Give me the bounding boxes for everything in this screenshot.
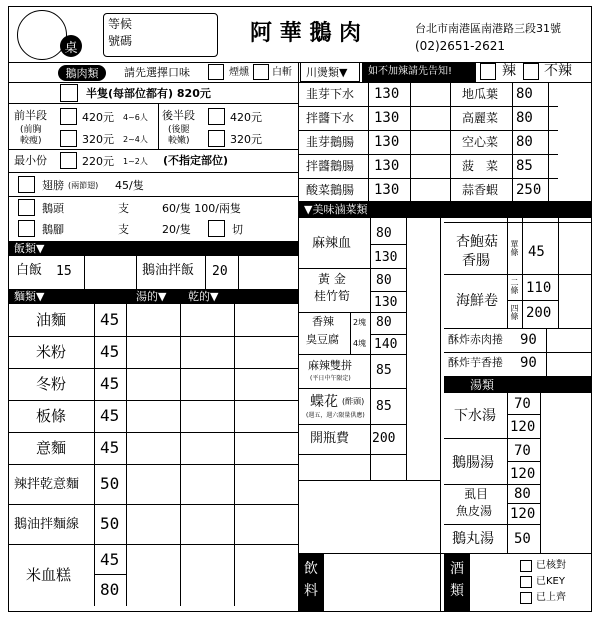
rice-div-3 (205, 256, 206, 289)
noodle-row-line (8, 400, 298, 401)
rice-title: 飯類▼ (14, 242, 45, 255)
noodle-price: 45 (100, 438, 120, 457)
braised-r-line-1 (444, 222, 592, 223)
checked-label: 已核對 (536, 560, 566, 571)
tofu-1: 香辣 (312, 315, 334, 328)
tofu-qty-col (350, 312, 351, 354)
blanched-col-line (368, 82, 369, 202)
noodle-row-line (8, 336, 298, 337)
not-spicy-label: 不辣 (544, 63, 572, 79)
shop-name: 阿 華 鵝 肉 (250, 20, 361, 46)
front-half-label: 前半段 (14, 109, 47, 122)
wings-line (8, 196, 298, 197)
soups-col-1 (507, 393, 508, 553)
shop-address: 台北市南港區南港路三段31號 (415, 22, 561, 35)
mala-p2: 130 (374, 250, 398, 265)
blanched-left-name: 韭芽鵝腸 (306, 135, 355, 149)
blanched-right-name: 高麗菜 (462, 111, 499, 125)
wings-price: 45/隻 (115, 179, 144, 192)
keyed-checkbox[interactable] (520, 576, 532, 588)
double-note: (平日中午限定) (310, 375, 351, 382)
cut-label: 切 (232, 223, 243, 236)
spicy-label: 辣 (502, 63, 516, 79)
double-price: 85 (376, 363, 392, 378)
soups-line-3 (507, 461, 540, 462)
blanched-row-line (298, 106, 558, 107)
blanched-notice: 如不加辣請先告知! (368, 66, 453, 77)
blanched-col-line (450, 82, 451, 202)
blanched-left-name: 拌醬下水 (306, 111, 355, 125)
back-half-sub1: (後腿 (168, 125, 190, 135)
waiting-label-2: 號碼 (108, 34, 133, 48)
blanched-left-name: 拌醬鵝腸 (306, 159, 355, 173)
four-rolls: 四條 (510, 304, 519, 320)
noodle-row-line (8, 432, 298, 433)
braised-l-line-8 (298, 424, 406, 425)
intestine-soup: 鵝腸湯 (452, 455, 494, 471)
offal-p1: 70 (514, 396, 531, 412)
soups-line-2 (444, 438, 540, 439)
goose-oil-rice-price: 20 (212, 264, 228, 279)
front-420-checkbox[interactable] (60, 108, 77, 125)
ball-price: 50 (514, 531, 531, 547)
braised-r-line-3 (507, 300, 558, 301)
mushroom-2: 香腸 (462, 253, 490, 269)
rice-cake-price-1: 45 (100, 550, 120, 569)
wine-1: 酒 (450, 561, 464, 577)
min-note: 1~2人 (123, 157, 148, 166)
blanched-row-line (298, 178, 558, 179)
tofu-q2: 4塊 (353, 339, 367, 348)
blanched-right-price: 80 (516, 86, 533, 102)
goose-title: 鵝肉類 (65, 67, 99, 80)
front-half-sub1: (前胸 (20, 125, 42, 135)
noodle-col-3 (180, 304, 181, 606)
blanched-left-price: 130 (374, 158, 400, 174)
rice-title-bar (8, 241, 298, 256)
head-price: 60/隻 100/兩隻 (162, 202, 241, 215)
fish-soup-2: 魚皮湯 (456, 504, 493, 518)
blanched-right-name: 空心菜 (462, 135, 499, 149)
rice-cake-price-2: 80 (100, 580, 120, 599)
noodle-col-1 (94, 304, 95, 606)
checked-checkbox[interactable] (520, 560, 532, 572)
soups-col-2 (540, 393, 541, 553)
half-goose: 半隻(每部位都有) 820元 (86, 87, 211, 100)
two-rolls-price: 110 (526, 280, 552, 296)
back-320-checkbox[interactable] (208, 130, 225, 147)
blanched-left-price: 130 (374, 134, 400, 150)
noodle-price: 45 (100, 342, 120, 361)
corkage: 開瓶費 (310, 431, 350, 446)
white-rice: 白飯 (16, 263, 43, 278)
shop-phone: (02)2651-2621 (415, 39, 506, 53)
goose-title-line (8, 82, 298, 83)
smoked-label: 煙燻 (229, 67, 249, 78)
feet-label: 鵝腳 (42, 223, 64, 236)
footer-line (298, 553, 592, 554)
blanched-left-price: 130 (374, 182, 400, 198)
half-checkbox[interactable] (60, 84, 78, 102)
soups-title: 湯類 (470, 378, 495, 392)
snail-price: 85 (376, 399, 392, 414)
plain-label: 白斬 (272, 67, 292, 78)
drinks-2: 料 (304, 583, 318, 599)
taro-roll: 酥炸芋香捲 (448, 356, 503, 369)
soup-label: 湯的▼ (136, 290, 167, 303)
pork-roll-price: 90 (520, 332, 537, 348)
rice-div-4 (238, 256, 239, 289)
wings-checkbox[interactable] (18, 176, 35, 193)
braised-l-line-6 (298, 354, 406, 355)
rice-cake-mid-line (94, 574, 126, 575)
blanched-right-name: 蒜香蝦 (462, 183, 499, 197)
mushroom-unit: 單條 (510, 240, 519, 256)
back-320: 320元 (230, 133, 262, 146)
blanched-col-line (512, 82, 513, 202)
noodle-row-line (8, 464, 298, 465)
blanched-right-price: 80 (516, 134, 533, 150)
noodle-name: 鵝油拌麵線 (14, 516, 80, 532)
noodle-name: 冬粉 (36, 374, 67, 393)
mushroom-price: 45 (528, 244, 545, 260)
noodle-name: 油麵 (36, 310, 67, 329)
intestine-p1: 70 (514, 443, 531, 459)
noodles-title: 麵類▼ (14, 290, 45, 303)
snail-sub: (酢頭) (342, 397, 365, 406)
choose-flavor: 請先選擇口味 (124, 66, 190, 79)
plain-checkbox[interactable] (253, 64, 269, 80)
snail-note: (週五，週六限量供應) (306, 412, 365, 419)
goose-title-badge (58, 65, 106, 81)
wine-2: 類 (450, 583, 464, 599)
min-checkbox[interactable] (60, 152, 77, 169)
mala-p1: 80 (376, 226, 392, 241)
mala-blood: 麻辣血 (312, 236, 352, 251)
noodle-row-line (8, 368, 298, 369)
braised-l-line-3 (370, 291, 406, 292)
ball-soup: 鵝丸湯 (452, 531, 494, 547)
noodle-row-line (8, 544, 298, 545)
taro-roll-price: 90 (520, 355, 537, 371)
braised-left-col (370, 218, 371, 480)
noodle-price: 50 (100, 514, 120, 533)
braised-right-col-2 (522, 218, 523, 328)
front-320-checkbox[interactable] (60, 130, 77, 147)
four-rolls-price: 200 (526, 305, 552, 321)
offal-soup: 下水湯 (454, 408, 496, 424)
feet-price: 20/隻 (162, 223, 191, 236)
back-420-checkbox[interactable] (208, 108, 225, 125)
blanched-right-name: 菠 菜 (462, 159, 499, 173)
table-badge (60, 35, 82, 57)
noodle-row-line (8, 504, 298, 505)
keyed-label: 已KEY (536, 576, 565, 587)
back-half-sub2: 較嫩) (168, 136, 190, 146)
noodle-col-2 (126, 304, 127, 606)
drinks-1: 飲 (304, 561, 318, 577)
front-420: 420元 (82, 111, 114, 124)
waiting-label-1: 等候 (108, 17, 133, 31)
blanched-col-line (548, 82, 549, 202)
min-extra: (不指定部位) (163, 154, 229, 167)
min-portion-label: 最小份 (14, 154, 47, 167)
front-back-divider (158, 103, 159, 149)
blanched-right-price: 85 (516, 158, 533, 174)
noodle-col-4 (234, 304, 235, 606)
goose-oil-rice: 鵝油拌飯 (142, 263, 195, 278)
front-420-note: 4~6人 (123, 113, 148, 122)
braised-l-line-5 (370, 334, 406, 335)
fish-p1: 80 (514, 486, 531, 502)
served-checkbox[interactable] (520, 592, 532, 604)
not-spicy-checkbox[interactable] (523, 63, 539, 80)
rice-div-1 (84, 256, 85, 289)
blanched-left-name: 韭芽下水 (306, 87, 355, 101)
head-checkbox[interactable] (18, 199, 35, 216)
served-label: 已上齊 (536, 592, 566, 603)
wings-label: 翅膀 (42, 179, 64, 192)
offal-p2: 120 (510, 419, 536, 435)
intestine-p2: 120 (510, 466, 536, 482)
halves-line (8, 149, 298, 150)
braised-l-line-2 (298, 268, 406, 269)
noodle-name: 意麵 (36, 438, 67, 457)
tofu-q1: 2塊 (353, 318, 367, 327)
back-420: 420元 (230, 111, 262, 124)
fish-soup-1: 虱目 (464, 487, 489, 501)
noodle-price: 50 (100, 474, 120, 493)
corkage-price: 200 (372, 431, 396, 446)
blanched-col-line (410, 82, 411, 202)
bamboo-p1: 80 (376, 273, 392, 288)
braised-l-line-1 (370, 244, 406, 245)
front-320-note: 2~4人 (123, 135, 148, 144)
front-half-sub2: 較瘦) (20, 136, 42, 146)
braised-l-line-4 (298, 312, 406, 313)
head-unit: 支 (118, 202, 129, 215)
fish-p2: 120 (510, 506, 536, 522)
wings-sub: (兩節翅) (68, 181, 99, 190)
seafood-roll: 海鮮卷 (456, 293, 498, 309)
blanched-right-name: 地瓜葉 (462, 87, 499, 101)
braised-l-line-7 (298, 388, 406, 389)
braised-l-line-9 (298, 454, 406, 455)
blanched-row-line (298, 130, 558, 131)
blanched-left-price: 130 (374, 110, 400, 126)
soups-line-1 (507, 414, 540, 415)
rice-div-2 (136, 256, 137, 289)
spicy-checkbox[interactable] (480, 63, 496, 80)
feet-unit: 支 (118, 223, 129, 236)
cut-checkbox[interactable] (208, 220, 225, 237)
soups-line-5 (507, 503, 540, 504)
head-label: 鵝頭 (42, 202, 64, 215)
double-combo: 麻辣雙拼 (308, 359, 352, 372)
soups-line-6 (444, 524, 540, 525)
blanched-right-price: 250 (516, 182, 542, 198)
pork-roll: 酥炸赤肉捲 (448, 333, 503, 346)
braised-r-line-4 (444, 328, 592, 329)
blanched-left-price: 130 (374, 86, 400, 102)
bamboo-1: 黃 金 (318, 272, 346, 286)
noodle-name: 辣拌乾意麵 (14, 476, 80, 492)
two-rolls: 二條 (510, 278, 519, 294)
blanched-right-price: 80 (516, 110, 533, 126)
half-line (8, 103, 298, 104)
table-number-circle[interactable] (17, 10, 67, 60)
noodle-name: 板條 (36, 406, 67, 425)
bamboo-p2: 130 (374, 295, 398, 310)
snail: 蝶花 (310, 394, 338, 410)
braised-left-col-2 (406, 218, 407, 480)
rice-cake: 米血糕 (26, 566, 72, 584)
braised-r-line-5 (444, 352, 592, 353)
blanched-left-name: 酸菜鵝腸 (306, 183, 355, 197)
mushroom-1: 杏鮑菇 (456, 234, 498, 250)
bamboo-2: 桂竹筍 (314, 289, 351, 303)
dry-label: 乾的▼ (188, 290, 219, 303)
main-divider (298, 62, 299, 612)
noodle-price: 45 (100, 310, 120, 329)
tofu-2: 臭豆腐 (306, 333, 339, 346)
noodle-name: 米粉 (36, 342, 67, 361)
feet-checkbox[interactable] (18, 220, 35, 237)
smoked-checkbox[interactable] (208, 64, 224, 80)
back-half-label: 後半段 (162, 109, 195, 122)
braised-right-col-1 (507, 218, 508, 328)
braised-r-line-2 (444, 274, 592, 275)
blanched-row-line (298, 154, 558, 155)
table-label: 桌 (64, 40, 78, 56)
tofu-p1: 80 (376, 315, 392, 330)
min-price: 220元 (82, 155, 114, 168)
white-rice-price: 15 (56, 264, 72, 279)
soups-line-4 (444, 484, 540, 485)
braised-title: ▼美味滷菜類 (304, 203, 368, 216)
front-320: 320元 (82, 133, 114, 146)
noodle-price: 45 (100, 374, 120, 393)
noodle-price: 45 (100, 406, 120, 425)
min-line (8, 172, 298, 173)
tofu-p2: 140 (374, 337, 398, 352)
soups-title-bar (444, 376, 592, 393)
braised-l-line-10 (298, 480, 440, 481)
braised-right-edge (558, 218, 559, 328)
blanched-title: 川燙類▼ (306, 66, 348, 79)
